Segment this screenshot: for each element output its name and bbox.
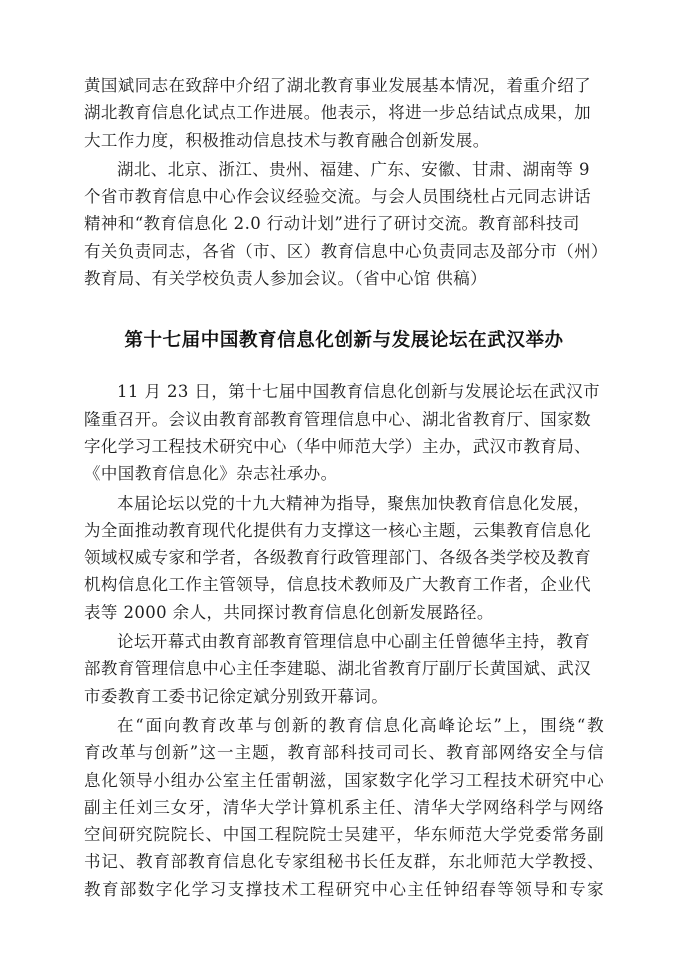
text-line: 本届论坛以党的十九大精神为指导，聚焦加快教育信息化发展，	[117, 493, 591, 513]
text-line: 机构信息化工作主管领导，信息技术教师及广大教育工作者，企业代	[84, 575, 591, 595]
text-line: 个省市教育信息中心作会议经验交流。与会人员围绕杜占元同志讲话	[84, 187, 591, 207]
text-line: 副主任刘三女牙，清华大学计算机系主任、清华大学网络科学与网络	[84, 797, 604, 817]
text-line: 隆重召开。会议由教育部教育管理信息中心、湖北省教育厅、国家数	[84, 409, 591, 429]
text-line: 在“面向教育改革与创新的教育信息化高峰论坛”上，围绕“教	[117, 715, 604, 735]
text-line: 精神和“教育信息化 2.0 行动计划”进行了研讨交流。教育部科技司	[84, 214, 580, 234]
text-line: 论坛开幕式由教育部教育管理信息中心副主任曾德华主持，教育	[117, 632, 591, 652]
paragraph-forum-opening	[84, 378, 604, 487]
article-title: 第十七届中国教育信息化创新与发展论坛在武汉举办	[124, 330, 564, 352]
paragraph-summit-forum	[84, 712, 604, 903]
text-line: 部教育管理信息中心主任李建聪、湖北省教育厅副厅长黄国斌、武汉	[84, 659, 591, 679]
text-line: 空间研究院院长、中国工程院院士吴建平，华东师范大学党委常务副	[84, 825, 604, 845]
text-line: 《中国教育信息化》杂志社承办。	[84, 464, 338, 484]
text-line: 为全面推动教育现代化提供有力支撑这一核心主题，云集教育信息化	[84, 520, 591, 540]
text-line: 息化领导小组办公室主任雷朝滋，国家数字化学习工程技术研究中心	[84, 770, 604, 790]
text-line: 黄国斌同志在致辞中介绍了湖北教育事业发展基本情况，着重介绍了	[84, 76, 591, 95]
text-line: 书记、教育部教育信息化专家组秘书长任友群，东北师范大学教授、	[84, 852, 604, 872]
document-page	[84, 72, 608, 905]
text-line: 湖北教育信息化试点工作进展。他表示，将进一步总结试点成果，加	[84, 103, 591, 123]
paragraph-intro-remarks	[84, 72, 604, 154]
text-line: 育改革与创新”这一主题，教育部科技司司长、教育部网络安全与信	[84, 743, 604, 763]
text-line: 市委教育工委书记徐定斌分别致开幕词。	[84, 686, 389, 706]
text-line: 表等 2000 余人，共同探讨教育信息化创新发展路径。	[84, 602, 494, 622]
text-line: 湖北、北京、浙江、贵州、福建、广东、安徽、甘肃、湖南等 9	[117, 159, 590, 179]
paragraph-opening-ceremony	[84, 628, 604, 710]
paragraph-forum-theme	[84, 490, 604, 626]
paragraph-exchange	[84, 156, 608, 292]
text-line: 教育局、有关学校负责人参加会议。（省中心馆 供稿）	[84, 269, 487, 289]
text-line: 有关负责同志，各省（市、区）教育信息中心负责同志及部分市（州）	[84, 241, 608, 261]
text-line: 11 月 23 日，第十七届中国教育信息化创新与发展论坛在武汉市	[117, 382, 601, 402]
text-line: 字化学习工程技术研究中心（华中师范大学）主办，武汉市教育局、	[84, 436, 591, 456]
text-line: 教育部数字化学习支撑技术工程研究中心主任钟绍春等领导和专家	[84, 879, 604, 899]
text-line: 大工作力度，积极推动信息技术与教育融合创新发展。	[84, 130, 490, 150]
text-line: 领域权威专家和学者，各级教育行政管理部门、各级各类学校及教育	[84, 548, 591, 568]
